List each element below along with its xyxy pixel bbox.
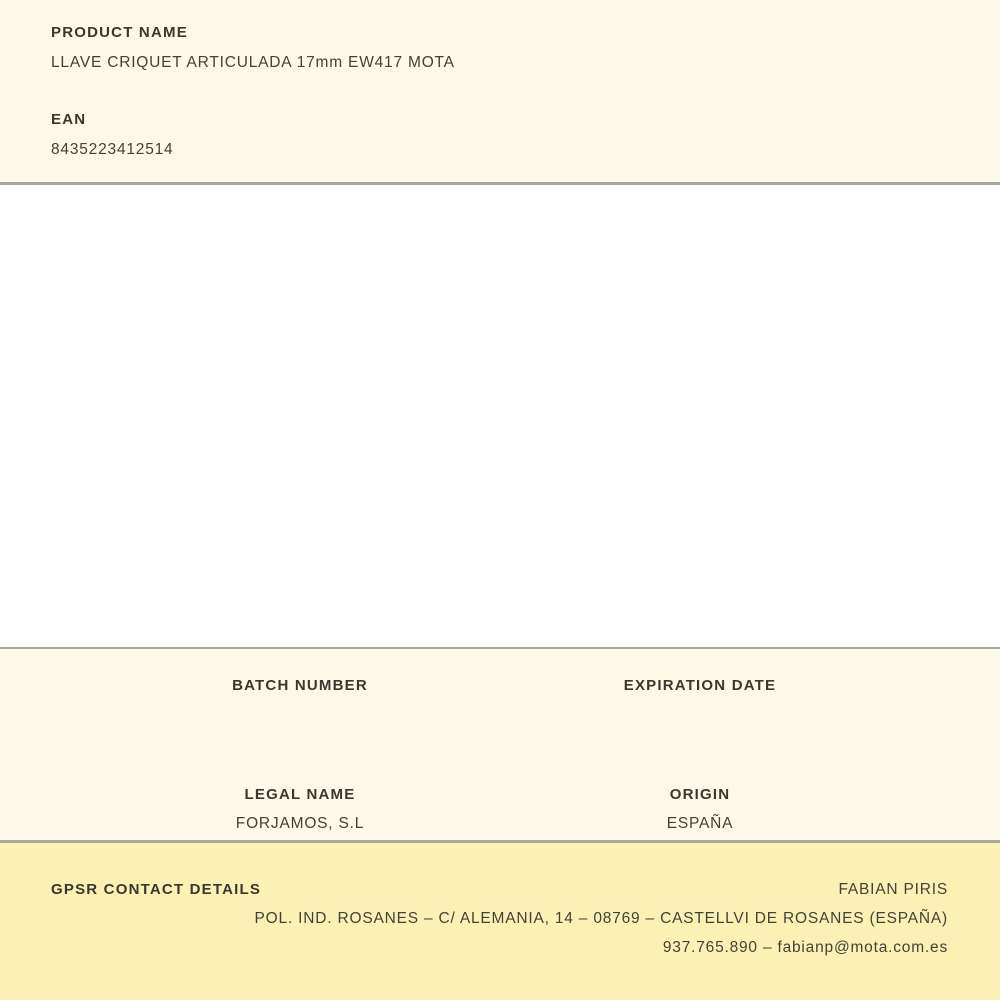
gpsr-contact-section [0,843,1000,1000]
origin-cell [500,786,900,833]
expiration-date-cell [500,677,900,724]
product-header-section [0,0,1000,185]
ean-value: 8435223412514 [51,141,174,158]
product-image-area [0,185,1000,647]
gpsr-body [51,910,948,957]
legal-name-value: FORJAMOS, S.L [235,815,365,832]
origin-label: ORIGIN [669,786,731,803]
origin-value: ESPAÑA [666,815,734,832]
batch-number-label: BATCH NUMBER [232,677,368,694]
legal-origin-row [100,786,900,833]
gpsr-phone-email: 937.765.890 – fabianp@mota.com.es [662,939,948,956]
expiration-date-label: EXPIRATION DATE [623,677,777,694]
ean-label: EAN [51,111,87,128]
expiration-date-value [500,706,900,724]
legal-name-cell [100,786,500,833]
traceability-section [0,647,1000,843]
batch-expiration-row [100,677,900,724]
gpsr-address: POL. IND. ROSANES – C/ ALEMANIA, 14 – 08769 – CASTELLVI DE ROSANES (ESPAÑA) [254,910,948,927]
batch-number-value [100,706,500,724]
product-name-block [51,24,949,72]
ean-block [51,111,949,159]
gpsr-heading: GPSR CONTACT DETAILS [51,881,262,898]
batch-number-cell [100,677,500,724]
product-name-value: LLAVE CRIQUET ARTICULADA 17mm EW417 MOTA [51,54,455,71]
product-name-label: PRODUCT NAME [51,24,188,41]
gpsr-contact-name: FABIAN PIRIS [838,881,948,898]
gpsr-heading-row [51,881,948,899]
legal-name-label: LEGAL NAME [244,786,356,803]
